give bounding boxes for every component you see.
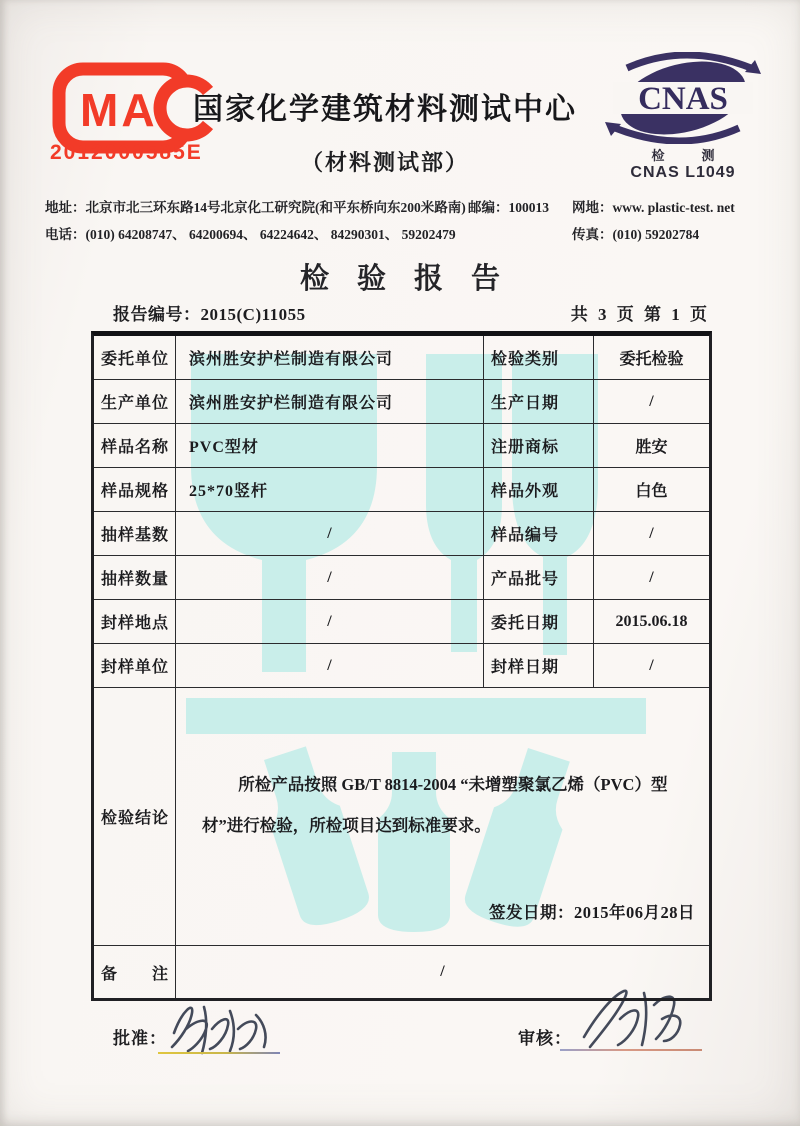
row-label: 委托日期: [484, 600, 594, 643]
row-label: 抽样基数: [94, 512, 176, 555]
row-label: 封样地点: [94, 600, 176, 643]
row-value: /: [176, 644, 484, 687]
row-label: 样品名称: [94, 424, 176, 467]
sign-date: 签发日期：2015年06月28日: [489, 903, 695, 922]
approve-underline: [158, 1052, 280, 1054]
phone-label: 电话：: [45, 227, 86, 242]
row-label: 封样单位: [94, 644, 176, 687]
row-label: 样品规格: [94, 468, 176, 511]
row-value: /: [176, 512, 484, 555]
page-count: 共 3 页 第 1 页: [570, 305, 710, 324]
conclusion-cell: [176, 688, 709, 945]
row-label: 样品外观: [484, 468, 594, 511]
row-value: PVC型材: [176, 424, 484, 467]
cnas-letters: CNAS: [638, 81, 728, 117]
department-subtitle: （材料测试部）: [300, 150, 469, 175]
report-title: 检验报告: [299, 263, 528, 295]
row-value: 2015.06.18: [615, 612, 688, 630]
row-label: 抽样数量: [94, 556, 176, 599]
fax-label: 传真：: [572, 227, 613, 242]
website-value: www. plastic-test. net: [612, 200, 735, 215]
row-label: 生产日期: [484, 380, 594, 423]
table-row: [94, 424, 709, 468]
review-label: 审核：: [518, 1029, 572, 1048]
row-label: 生产单位: [94, 380, 176, 423]
contact-block: [45, 196, 757, 250]
conclusion-row: [94, 688, 709, 946]
row-value: 胜安: [635, 439, 668, 456]
postcode-value: 100013: [508, 200, 549, 215]
website-label: 网地：: [572, 200, 613, 215]
conclusion-text: 所检产品按照 GB/T 8814-2004 “未增塑聚氯乙烯（PVC）型材”进行检验，所检项目达到标准要求。: [202, 775, 668, 836]
remark-row: [94, 946, 709, 998]
row-value: 委托检验: [619, 351, 684, 368]
cnas-type-label: 检 测: [651, 148, 727, 163]
cma-certificate-number: 2012000585E: [50, 141, 203, 164]
cnas-ellipse-icon: [599, 52, 767, 144]
phone-value: (010) 64208747、 64200694、 64224642、 84290301、 59202479: [85, 227, 456, 242]
table-row: [94, 556, 709, 600]
report-number: 报告编号：2015(C)11055: [113, 305, 306, 324]
address-label: 地址：: [45, 200, 86, 215]
row-label: 委托单位: [94, 336, 176, 379]
table-row: [94, 600, 709, 644]
table-row: [94, 380, 709, 424]
address-value: 北京市北三环东路14号北京化工研究院(和平东桥向东200米路南): [85, 200, 466, 215]
table-row: [94, 336, 709, 380]
cnas-logo: [598, 52, 768, 182]
remark-label: 备 注: [94, 946, 176, 998]
table-row: [94, 644, 709, 688]
row-value: 滨州胜安护栏制造有限公司: [176, 336, 484, 379]
approve-label: 批准：: [113, 1029, 167, 1048]
postcode-label: 邮编：: [468, 200, 509, 215]
row-value: /: [649, 392, 654, 410]
row-label: 注册商标: [484, 424, 594, 467]
row-value: /: [649, 568, 654, 586]
row-value: 白色: [635, 483, 668, 500]
row-value: /: [176, 600, 484, 643]
report-info-table: [91, 331, 712, 1001]
row-value: /: [649, 656, 654, 674]
conclusion-label: 检验结论: [94, 688, 176, 945]
cma-letters: MA: [80, 84, 158, 136]
center-title: 国家化学建筑材料测试中心: [193, 93, 577, 126]
row-label: 产品批号: [484, 556, 594, 599]
contact-line-2: [45, 223, 757, 250]
approve-signature: [160, 995, 282, 1057]
row-value: 滨州胜安护栏制造有限公司: [176, 380, 484, 423]
row-value: /: [176, 556, 484, 599]
row-value: 25*70竖杆: [176, 468, 484, 511]
row-value: /: [649, 524, 654, 542]
table-row: [94, 468, 709, 512]
table-row: [94, 512, 709, 556]
fax-value: (010) 59202784: [612, 227, 700, 242]
row-label: 封样日期: [484, 644, 594, 687]
remark-value: /: [440, 963, 445, 980]
row-label: 样品编号: [484, 512, 594, 555]
cnas-id-label: CNAS L1049: [630, 164, 736, 181]
contact-line-1: [45, 196, 757, 223]
review-underline: [560, 1049, 702, 1051]
row-label: 检验类别: [484, 336, 594, 379]
